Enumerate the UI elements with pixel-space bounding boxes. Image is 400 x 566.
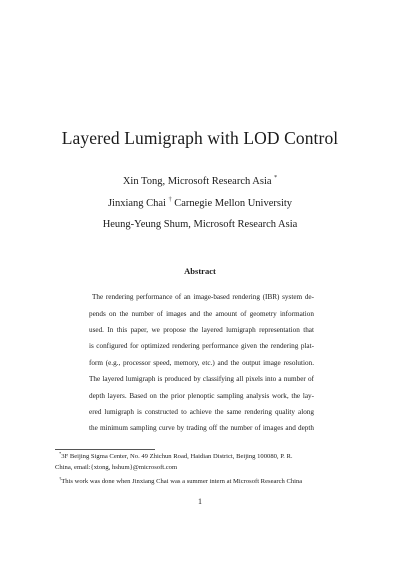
footnote-1-mark: *	[59, 451, 62, 456]
author-3-text: Heung-Yeung Shum, Microsoft Research Asia	[102, 219, 298, 230]
footnote-2-text: This work was done when Jinxiang Chai was a summer intern at Microsoft Research China	[61, 478, 303, 485]
footnote-1	[59, 451, 292, 460]
footnote-2	[59, 476, 302, 485]
author-1-text: Xin Tong, Microsoft Research Asia	[122, 176, 272, 187]
page-number: 1	[198, 497, 202, 506]
abstract-line: The layered lumigraph is produced by classifying all pixels into a number of	[89, 375, 314, 383]
abstract-line: depth layers. Based on the prior plenoptic sampling analysis work, the lay-	[89, 392, 314, 400]
abstract-line: form (e.g., processor speed, memory, etc.) and the output image resolution.	[89, 359, 314, 367]
abstract-line: pends on the number of images and the amount of geometry information	[89, 310, 314, 318]
abstract-line: is configured for optimized rendering performance given the rendering plat-	[89, 342, 314, 350]
author-2-footnote-mark: †	[168, 197, 172, 203]
footnote-1-continued: China, email:{xtong, hshum}@microsoft.com	[55, 464, 178, 471]
author-2-affiliation: Carnegie Mellon University	[174, 198, 293, 209]
author-2-name: Jinxiang Chai	[107, 198, 166, 209]
abstract-line: used. In this paper, we propose the layered lumigraph representation that	[89, 326, 314, 334]
abstract-line: the minimum sampling curve by trading off the number of images and depth	[89, 424, 314, 432]
author-line-2	[0, 197, 400, 209]
footnote-rule	[55, 449, 155, 450]
author-line-1	[0, 175, 400, 187]
abstract-line: The rendering performance of an image-based rendering (IBR) system de-	[92, 293, 314, 301]
footnote-2-mark: †	[59, 476, 62, 481]
footnote-1-text: 3F Beijing Sigma Center, No. 49 Zhichun Road, Haidian District, Beijing 100080, P. R.	[61, 453, 293, 460]
author-1-footnote-mark: *	[274, 175, 278, 181]
abstract-heading: Abstract	[184, 266, 216, 276]
paper-title: Layered Lumigraph with LOD Control	[61, 128, 339, 148]
author-line-3	[0, 219, 400, 230]
abstract-line: ered lumigraph is constructed to achieve the same rendering quality along	[89, 408, 314, 416]
